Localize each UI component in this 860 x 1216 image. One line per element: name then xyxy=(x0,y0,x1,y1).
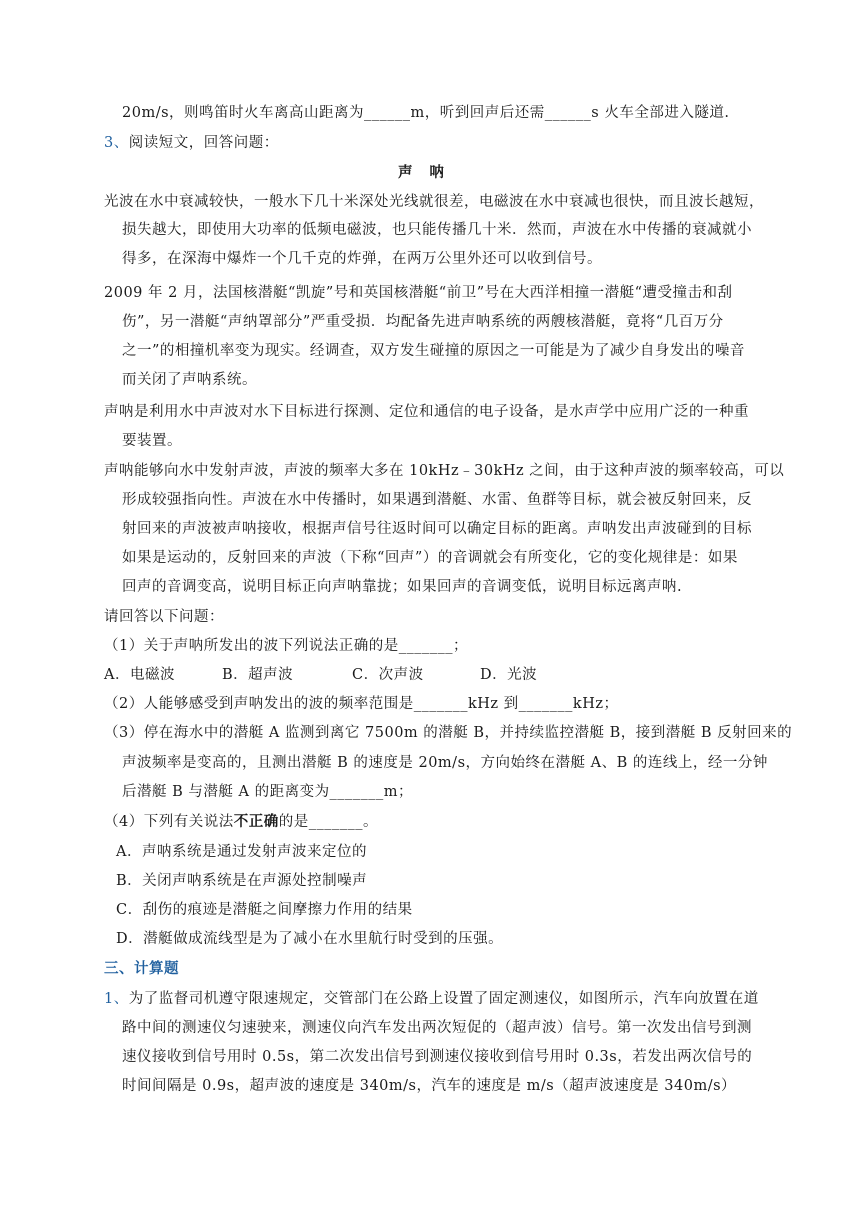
paragraph-4-line: 射回来的声波被声呐接收，根据声信号往返时间可以确定目标的距离。声呐发出声波碰到的目标 xyxy=(122,521,752,537)
paragraph-3-line: 声呐是利用水中声波对水下目标进行探测、定位和通信的电子设备，是水声学中应用广泛的一种重 xyxy=(104,404,749,420)
sub-question-4-option: B．关闭声呐系统是在声源处控制噪声 xyxy=(116,873,368,889)
option-b: B．超声波 xyxy=(222,667,294,683)
paragraph-1-line: 光波在水中衰减较快，一般水下几十米深处光线就很差，电磁波在水中衰减也很快，而且波长越短， xyxy=(104,194,764,210)
sub-question-1: （1）关于声呐所发出的波下列说法正确的是_______； xyxy=(104,638,468,654)
calc-question-1-line: 时间间隔是 0.9s，超声波的速度是 340m/s，汽车的速度是 m/s（超声波速度是 340m/s） xyxy=(122,1078,737,1094)
sub-question-4-option: C．刮伤的痕迹是潜艇之间摩擦力作用的结果 xyxy=(116,902,413,918)
paragraph-4-line: 声呐能够向水中发射声波，声波的频率大多在 10kHz﹣30kHz 之间，由于这种声波的频率较高，可以 xyxy=(104,463,785,479)
calc-question-1-text: 为了监督司机遵守限速规定，交管部门在公路上设置了固定测速仪，如图所示，汽车向放置在道 xyxy=(128,991,759,1007)
question-number: 1、 xyxy=(104,991,129,1007)
sub-question-4-pre: （4）下列有关说法 xyxy=(104,814,234,830)
sub-question-4-option: D．潜艇做成流线型是为了减小在水里航行时受到的压强。 xyxy=(116,931,504,947)
prev-question-tail: 20m/s，则鸣笛时火车离高山距离为______m，听到回声后还需______s 火车全部进入隧道. xyxy=(122,105,730,121)
article-title: 声 呐 xyxy=(398,164,451,181)
sub-question-3-line: 后潜艇 B 与潜艇 A 的距离变为_______m； xyxy=(122,784,414,800)
sub-question-4 xyxy=(104,812,378,832)
paragraph-2-line: 而关闭了声呐系统。 xyxy=(122,372,257,388)
answer-prompt: 请回答以下问题： xyxy=(104,609,224,625)
sub-question-4-post: 的是_______。 xyxy=(278,814,378,830)
paragraph-1-line: 损失越大，即使用大功率的低频电磁波，也只能传播几十米．然而，声波在水中传播的衰减就小 xyxy=(122,222,752,238)
sub-question-2: （2）人能够感受到声呐发出的波的频率范围是_______kHz 到_______kHz； xyxy=(104,696,619,712)
question-3-header xyxy=(104,133,279,153)
calc-question-1-line: 路中间的测速仪匀速驶来，测速仪向汽车发出两次短促的（超声波）信号。第一次发出信号到测 xyxy=(122,1020,752,1036)
calc-question-1-line xyxy=(104,989,759,1009)
question-prompt: 阅读短文，回答问题： xyxy=(128,135,279,151)
calc-question-1-line: 速仪接收到信号用时 0.5s，第二次发出信号到测速仪接收到信号用时 0.3s，若发出两次信号的 xyxy=(122,1049,753,1065)
question-number: 3、 xyxy=(104,135,129,151)
paragraph-2-line: 2009 年 2 月，法国核潜艇“凯旋”号和英国核潜艇“前卫”号在大西洋相撞一潜艇“遭受撞击和刮 xyxy=(104,285,733,301)
paragraph-2-line: 之一”的相撞机率变为现实。经调查，双方发生碰撞的原因之一可能是为了减少自身发出的噪音 xyxy=(122,343,745,359)
option-c: C．次声波 xyxy=(352,667,424,683)
sub-question-4-option: A．声呐系统是通过发射声波来定位的 xyxy=(116,844,367,860)
paragraph-4-line: 回声的音调变高，说明目标正向声呐靠拢；如果回声的音调变低，说明目标远离声呐. xyxy=(122,579,683,595)
paragraph-4-line: 形成较强指向性。声波在水中传播时，如果遇到潜艇、水雷、鱼群等目标，就会被反射回来，反 xyxy=(122,492,752,508)
paragraph-1-line: 得多，在深海中爆炸一个几千克的炸弹，在两万公里外还可以收到信号。 xyxy=(122,251,602,267)
paragraph-4-line: 如果是运动的，反射回来的声波（下称“回声”）的音调就会有所变化，它的变化规律是：如果 xyxy=(122,550,738,566)
option-d: D．光波 xyxy=(480,667,538,683)
sub-question-3-line: （3）停在海水中的潜艇 A 监测到离它 7500m 的潜艇 B，并持续监控潜艇 B，接到潜艇 B 反射回来的 xyxy=(104,725,793,741)
sub-question-3-line: 声波频率是变高的，且测出潜艇 B 的速度是 20m/s，方向始终在潜艇 A、B 的连线上，经一分钟 xyxy=(122,755,768,771)
paragraph-3-line: 要装置。 xyxy=(122,433,182,449)
paragraph-2-line: 伤”，另一潜艇“声纳罩部分”严重受损．均配备先进声呐系统的两艘核潜艇，竟将“几百万分 xyxy=(122,314,724,330)
sub-question-1-options xyxy=(104,665,537,685)
sub-question-4-emphasis: 不正确 xyxy=(233,814,279,830)
section-heading: 三、计算题 xyxy=(104,960,179,977)
option-a: A．电磁波 xyxy=(104,667,175,683)
